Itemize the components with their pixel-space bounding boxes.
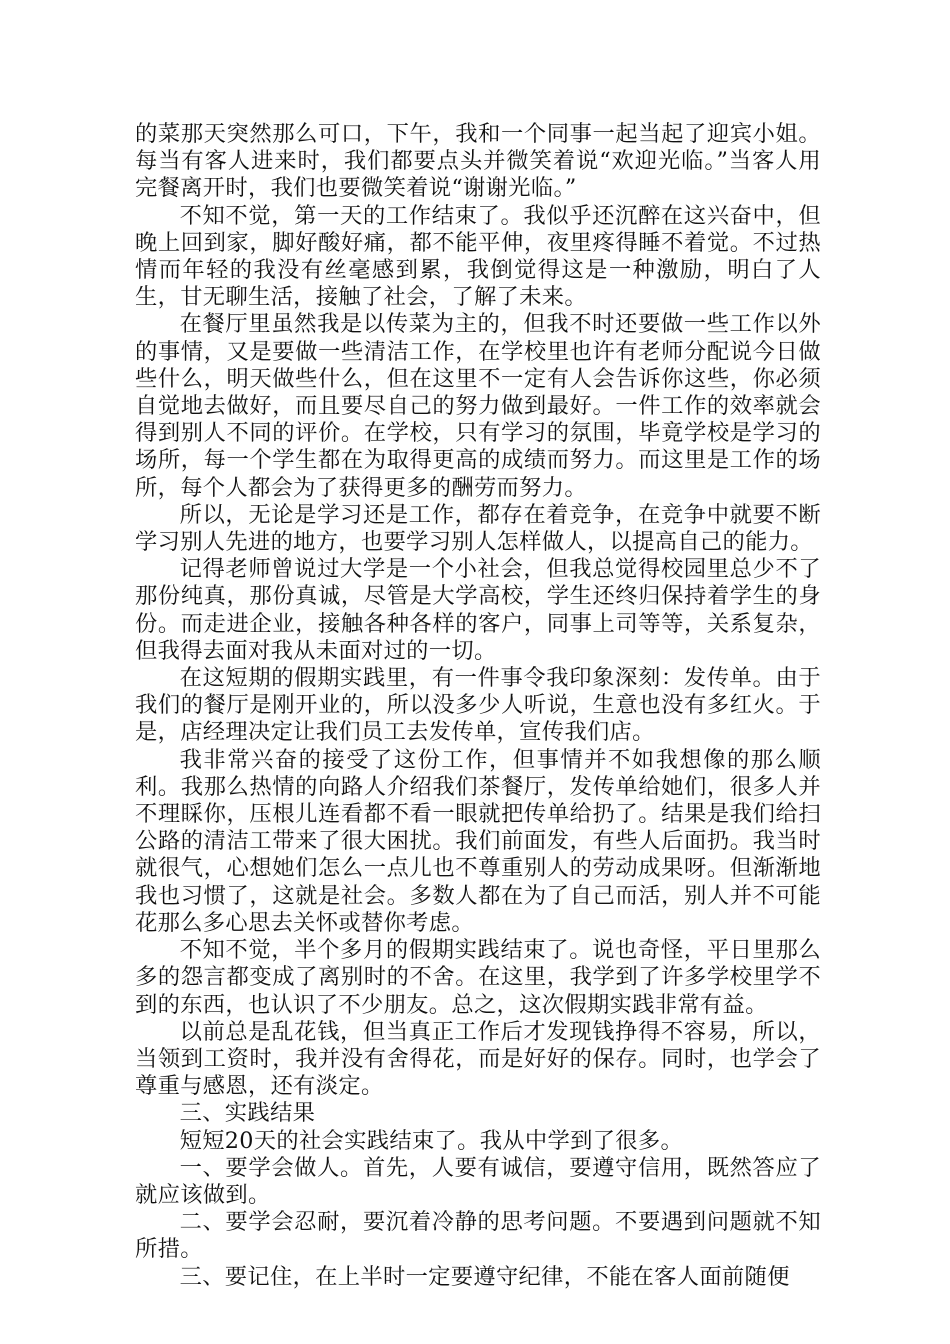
paragraph: 记得老师曾说过大学是一个小社会，但我总觉得校园里总少不了那份纯真，那份真诚，尽管是大学高校，学生还终归保持着学生的身份。而走进企业，接触各种各样的客户，同事上司等等，关系复杂，但我得去面对我从未面对过的一切。 — [135, 556, 821, 664]
paragraph: 的菜那天突然那么可口，下午，我和一个同事一起当起了迎宾小姐。每当有客人进来时，我们都要点头并微笑着说“欢迎光临。”当客人用完餐离开时，我们也要微笑着说“谢谢光临。” — [135, 121, 821, 202]
paragraph: 我非常兴奋的接受了这份工作，但事情并不如我想像的那么顺利。我那么热情的向路人介绍我们茶餐厅，发传单给她们，很多人并不理睬你，压根儿连看都不看一眼就把传单给扔了。结果是我们给扫公路的清洁工带来了很大困扰。我们前面发，有些人后面扔。我当时就很气，心想她们怎么一点儿也不尊重别人的劳动成果呀。但渐渐地我也习惯了，这就是社会。多数人都在为了自己而活，别人并不可能花那么多心思去关怀或替你考虑。 — [135, 746, 821, 936]
document-page — [135, 121, 821, 1291]
paragraph: 短短20天的社会实践结束了。我从中学到了很多。 — [179, 1127, 684, 1154]
paragraph: 以前总是乱花钱，但当真正工作后才发现钱挣得不容易，所以，当领到工资时，我并没有舍得花，而是好好的保存。同时，也学会了尊重与感恩，还有淡定。 — [135, 1018, 821, 1100]
paragraph: 不知不觉，半个多月的假期实践结束了。说也奇怪，平日里那么多的怨言都变成了离别时的不舍。在这里，我学到了许多学校里学不到的东西，也认识了不少朋友。总之，这次假期实践非常有益。 — [135, 937, 821, 1018]
paragraph: 在餐厅里虽然我是以传菜为主的，但我不时还要做一些工作以外的事情，又是要做一些清洁工作，在学校里也许有老师分配说今日做些什么，明天做些什么，但在这里不一定有人会告诉你这些，你必须自觉地去做好，而且要尽自己的努力做到最好。一件工作的效率就会得到别人不同的评价。在学校，只有学习的氛围，毕竟学校是学习的场所，每一个学生都在为取得更高的成绩而努力。而这里是工作的场所，每个人都会为了获得更多的酬劳而努力。 — [135, 311, 821, 501]
list-item: 一、要学会做人。首先，人要有诚信，要遵守信用，既然答应了就应该做到。 — [135, 1154, 821, 1208]
paragraph: 在这短期的假期实践里，有一件事令我印象深刻：发传单。由于我们的餐厅是刚开业的，所以没多少人听说，生意也没有多红火。于是，店经理决定让我们员工去发传单，宣传我们店。 — [135, 665, 821, 746]
list-item: 二、要学会忍耐，要沉着冷静的思考问题。不要遇到问题就不知所措。 — [135, 1209, 821, 1263]
paragraph: 所以，无论是学习还是工作，都存在着竞争，在竞争中就要不断学习别人先进的地方，也要学习别人怎样做人，以提高自己的能力。 — [135, 501, 821, 556]
list-item: 三、要记住，在上半时一定要遵守纪律，不能在客人面前随便 — [179, 1263, 790, 1290]
paragraph: 不知不觉，第一天的工作结束了。我似乎还沉醉在这兴奋中，但晚上回到家，脚好酸好痛，都不能平伸，夜里疼得睡不着觉。不过热情而年轻的我没有丝毫感到累，我倒觉得这是一种激励，明白了人生，甘无聊生活，接触了社会，了解了未来。 — [135, 202, 821, 311]
section-heading: 三、实践结果 — [179, 1100, 316, 1127]
